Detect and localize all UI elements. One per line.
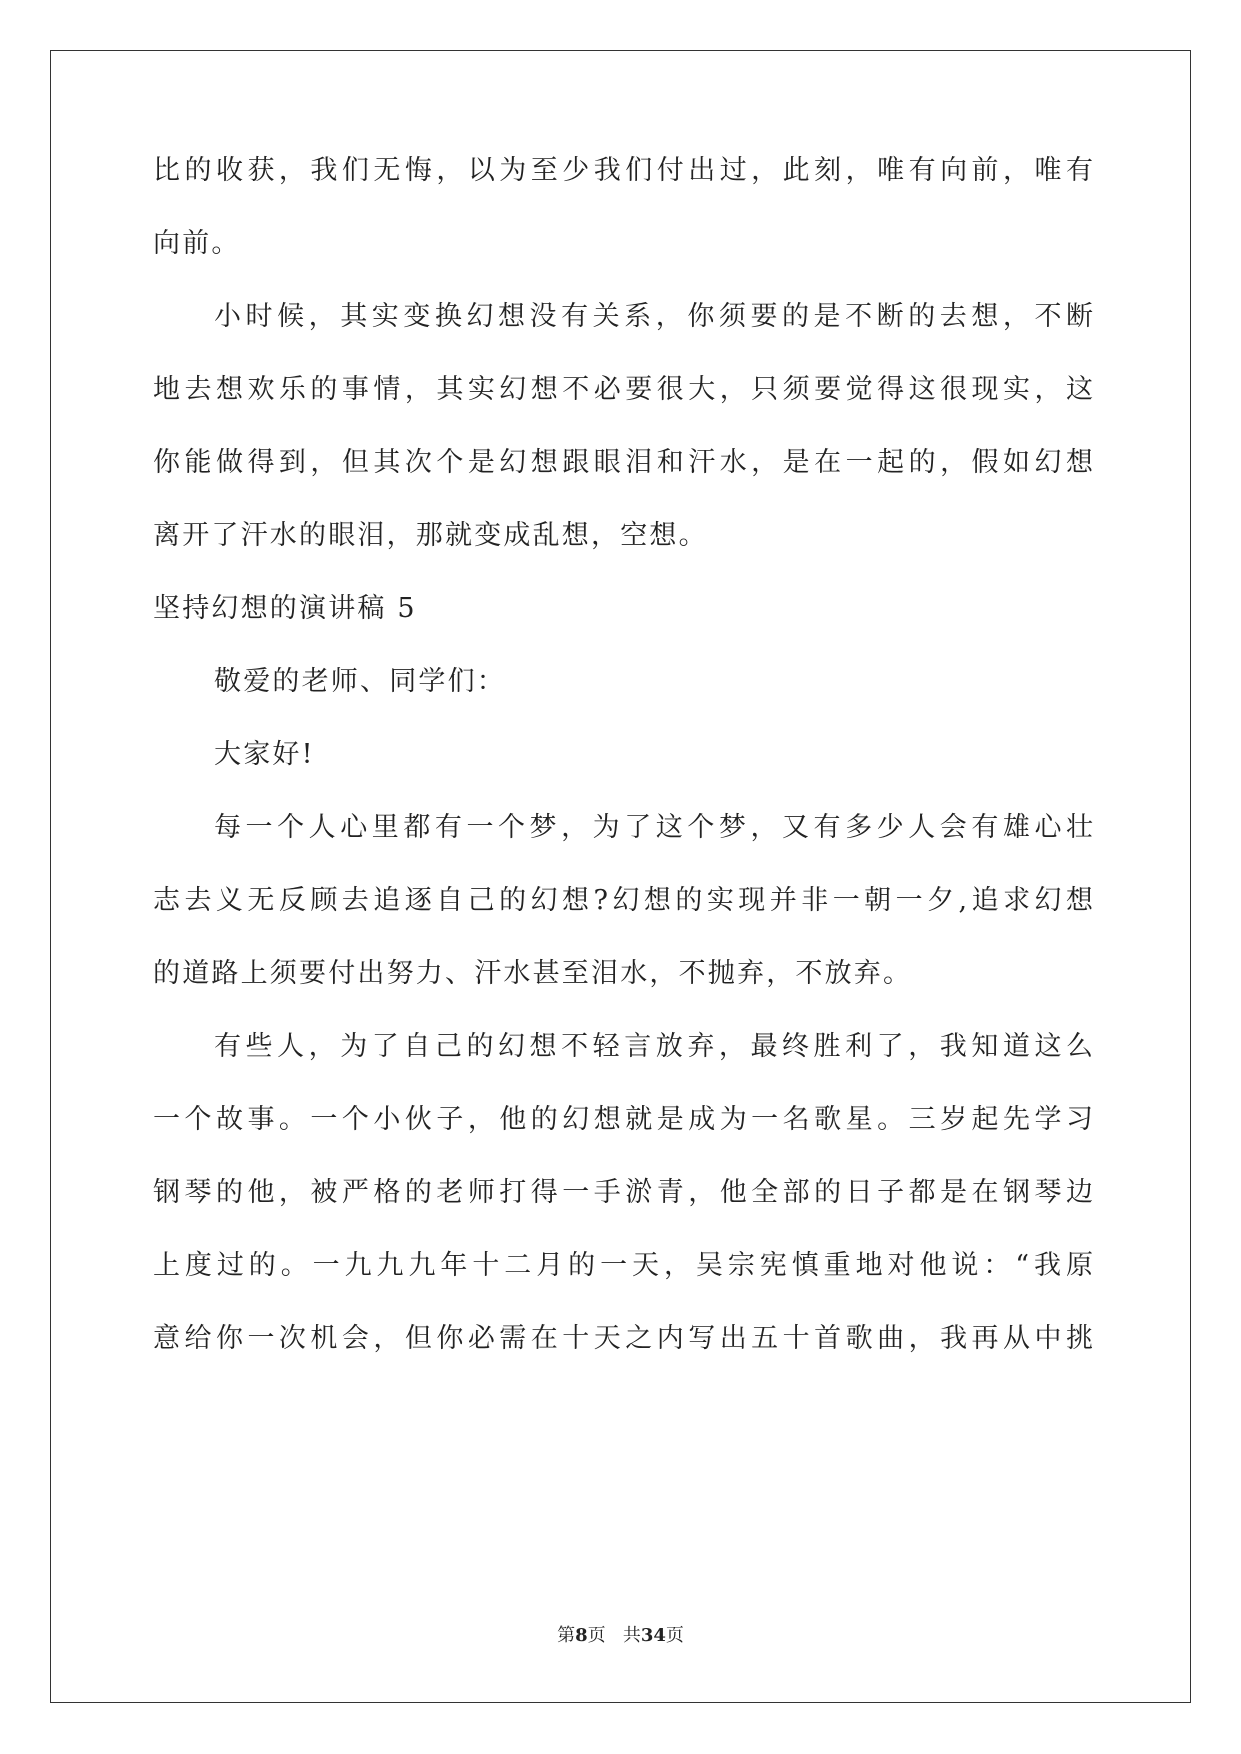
greeting: 大家好! bbox=[214, 739, 315, 770]
body-line: 地去想欢乐的事情，其实幻想不必要很大，只须要觉得这很现实，这 bbox=[153, 374, 1093, 405]
total-suffix: 页 bbox=[665, 1625, 684, 1646]
body-line: 意给你一次机会，但你必需在十天之内写出五十首歌曲，我再从中挑 bbox=[153, 1323, 1093, 1354]
total-pages: 34 bbox=[640, 1625, 666, 1646]
paragraph-start-line: 有些人，为了自己的幻想不轻言放弃，最终胜利了，我知道这么 bbox=[214, 1031, 1093, 1062]
body-line: 向前。 bbox=[153, 228, 241, 259]
paragraph-start-line: 每一个人心里都有一个梦，为了这个梦，又有多少人会有雄心壮 bbox=[214, 812, 1093, 843]
page-suffix: 页 bbox=[587, 1625, 606, 1646]
body-line: 离开了汗水的眼泪，那就变成乱想，空想。 bbox=[153, 520, 708, 551]
body-line: 的道路上须要付出努力、汗水甚至泪水，不抛弃，不放弃。 bbox=[153, 958, 913, 989]
page-prefix: 第 bbox=[557, 1625, 576, 1646]
body-line: 一个故事。一个小伙子，他的幻想就是成为一名歌星。三岁起先学习 bbox=[153, 1104, 1093, 1135]
page-number: 8 bbox=[575, 1625, 588, 1646]
body-line: 你能做得到，但其次个是幻想跟眼泪和汗水，是在一起的，假如幻想 bbox=[153, 447, 1093, 478]
salutation: 敬爱的老师、同学们： bbox=[214, 666, 506, 697]
body-line: 上度过的。一九九九年十二月的一天，吴宗宪慎重地对他说：“我原 bbox=[153, 1250, 1093, 1281]
body-line: 志去义无反顾去追逐自己的幻想?幻想的实现并非一朝一夕,追求幻想 bbox=[153, 885, 1093, 916]
body-line: 钢琴的他，被严格的老师打得一手淤青，他全部的日子都是在钢琴边 bbox=[153, 1177, 1093, 1208]
section-heading: 坚持幻想的演讲稿 5 bbox=[153, 593, 417, 624]
total-prefix: 共 bbox=[622, 1625, 641, 1646]
paragraph-start-line: 小时候，其实变换幻想没有关系，你须要的是不断的去想，不断 bbox=[214, 301, 1093, 332]
page-footer bbox=[0, 1624, 1241, 1648]
body-line: 比的收获，我们无悔，以为至少我们付出过，此刻，唯有向前，唯有 bbox=[153, 155, 1093, 186]
